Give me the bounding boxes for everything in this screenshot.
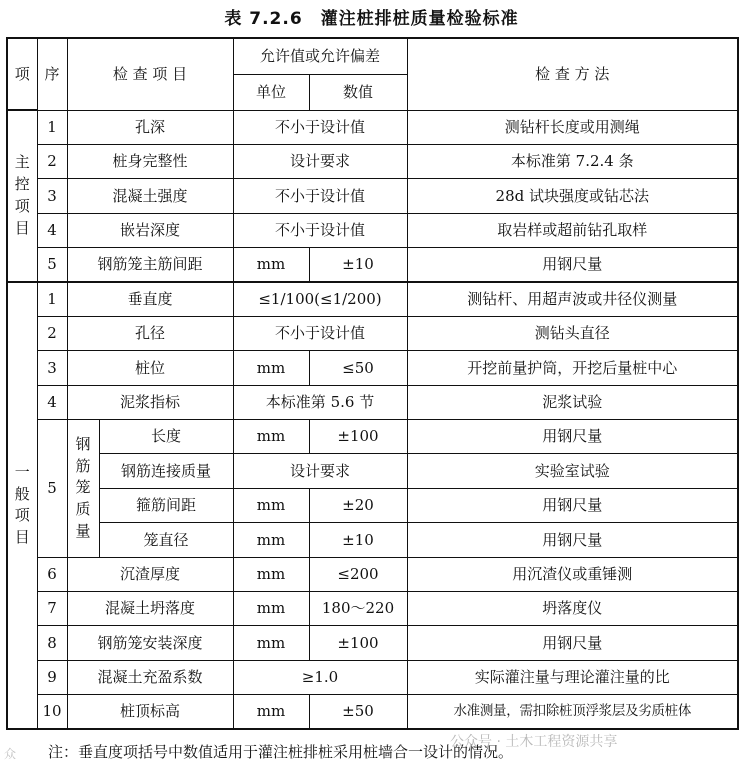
item-cell: 混凝土坍落度 bbox=[67, 591, 233, 625]
header-value: 数值 bbox=[309, 74, 407, 110]
group-label-general-text: 一般项目 bbox=[14, 462, 30, 547]
unit-cell: mm bbox=[233, 420, 309, 454]
item-cell: 泥浆指标 bbox=[67, 385, 233, 419]
table-row bbox=[7, 523, 738, 557]
table-row bbox=[7, 626, 738, 660]
watermark: 公众号 · 土木工程资源共享 bbox=[450, 734, 618, 750]
unit-cell: mm bbox=[233, 248, 309, 282]
table-row bbox=[7, 557, 738, 591]
method-cell: 测钻头直径 bbox=[407, 316, 738, 350]
header-seq: 序 bbox=[37, 38, 67, 110]
method-cell: 取岩样或超前钻孔取样 bbox=[407, 213, 738, 247]
table-row bbox=[7, 282, 738, 316]
unit-cell: mm bbox=[233, 488, 309, 522]
value-cell: ±100 bbox=[309, 420, 407, 454]
group-label-general bbox=[7, 282, 37, 729]
seq-cell: 5 bbox=[37, 248, 67, 282]
item-cell: 钢筋笼主筋间距 bbox=[67, 248, 233, 282]
table-row bbox=[7, 248, 738, 282]
unit-cell: mm bbox=[233, 523, 309, 557]
item-cell: 长度 bbox=[99, 420, 233, 454]
quality-inspection-table bbox=[6, 37, 739, 730]
group-label-main bbox=[7, 110, 37, 282]
item-cell: 桩顶标高 bbox=[67, 695, 233, 729]
item-cell: 混凝土强度 bbox=[67, 179, 233, 213]
method-cell: 用钢尺量 bbox=[407, 488, 738, 522]
table-row bbox=[7, 695, 738, 729]
method-cell: 用钢尺量 bbox=[407, 420, 738, 454]
seq-cell: 5 bbox=[37, 420, 67, 558]
method-cell: 水准测量，需扣除桩顶浮浆层及劣质桩体 bbox=[407, 695, 738, 729]
header-row-1 bbox=[7, 38, 738, 74]
seq-cell: 4 bbox=[37, 213, 67, 247]
table-row bbox=[7, 179, 738, 213]
table-row bbox=[7, 660, 738, 694]
seq-cell: 3 bbox=[37, 351, 67, 385]
method-cell: 测钻杆长度或用测绳 bbox=[407, 110, 738, 144]
table-row bbox=[7, 351, 738, 385]
table-row bbox=[7, 488, 738, 522]
seq-cell: 8 bbox=[37, 626, 67, 660]
method-cell: 坍落度仪 bbox=[407, 591, 738, 625]
footnote: 注：垂直度项括号中数值适用于灌注桩排桩采用桩墙合一设计的情况。 bbox=[48, 743, 514, 761]
tolerance-merged-cell: 不小于设计值 bbox=[233, 110, 407, 144]
value-cell: ±20 bbox=[309, 488, 407, 522]
header-method: 检 查 方 法 bbox=[407, 38, 738, 110]
value-cell: ±100 bbox=[309, 626, 407, 660]
table-row bbox=[7, 316, 738, 350]
value-cell: 180～220 bbox=[309, 591, 407, 625]
seq-cell: 4 bbox=[37, 385, 67, 419]
value-cell: ±50 bbox=[309, 695, 407, 729]
table-row bbox=[7, 591, 738, 625]
unit-cell: mm bbox=[233, 351, 309, 385]
method-cell: 28d 试块强度或钻芯法 bbox=[407, 179, 738, 213]
seq-cell: 7 bbox=[37, 591, 67, 625]
seq-cell: 10 bbox=[37, 695, 67, 729]
seq-cell: 6 bbox=[37, 557, 67, 591]
watermark-corner: 众 bbox=[4, 747, 17, 761]
tolerance-merged-cell: 不小于设计值 bbox=[233, 179, 407, 213]
seq-cell: 9 bbox=[37, 660, 67, 694]
cage-group-label bbox=[67, 420, 99, 558]
item-cell: 嵌岩深度 bbox=[67, 213, 233, 247]
seq-cell: 1 bbox=[37, 110, 67, 144]
cage-group-label-text: 钢筋笼质量 bbox=[75, 434, 91, 540]
method-cell: 实验室试验 bbox=[407, 454, 738, 488]
tolerance-merged-cell: ≥1.0 bbox=[233, 660, 407, 694]
item-cell: 孔深 bbox=[67, 110, 233, 144]
table-row bbox=[7, 454, 738, 488]
item-cell: 钢筋笼安装深度 bbox=[67, 626, 233, 660]
method-cell: 测钻杆、用超声波或井径仪测量 bbox=[407, 282, 738, 316]
method-cell: 用钢尺量 bbox=[407, 248, 738, 282]
item-cell: 钢筋连接质量 bbox=[99, 454, 233, 488]
seq-cell: 3 bbox=[37, 179, 67, 213]
item-cell: 箍筋间距 bbox=[99, 488, 233, 522]
value-cell: ≤50 bbox=[309, 351, 407, 385]
header-category: 项 bbox=[7, 38, 37, 110]
tolerance-merged-cell: ≤1/100(≤1/200) bbox=[233, 282, 407, 316]
item-cell: 沉渣厚度 bbox=[67, 557, 233, 591]
value-cell: ±10 bbox=[309, 523, 407, 557]
unit-cell: mm bbox=[233, 695, 309, 729]
method-cell: 用沉渣仪或重锤测 bbox=[407, 557, 738, 591]
table-row bbox=[7, 385, 738, 419]
item-cell: 垂直度 bbox=[67, 282, 233, 316]
method-cell: 实际灌注量与理论灌注量的比 bbox=[407, 660, 738, 694]
seq-cell: 1 bbox=[37, 282, 67, 316]
header-tolerance: 允许值或允许偏差 bbox=[233, 38, 407, 74]
group-label-main-text: 主控项目 bbox=[14, 153, 30, 237]
table-row bbox=[7, 420, 738, 454]
unit-cell: mm bbox=[233, 626, 309, 660]
seq-cell: 2 bbox=[37, 316, 67, 350]
tolerance-merged-cell: 设计要求 bbox=[233, 144, 407, 178]
item-cell: 桩位 bbox=[67, 351, 233, 385]
item-cell: 桩身完整性 bbox=[67, 144, 233, 178]
tolerance-merged-cell: 本标准第 5.6 节 bbox=[233, 385, 407, 419]
item-cell: 笼直径 bbox=[99, 523, 233, 557]
table-row bbox=[7, 144, 738, 178]
item-cell: 孔径 bbox=[67, 316, 233, 350]
tolerance-merged-cell: 不小于设计值 bbox=[233, 316, 407, 350]
table-title: 表 7.2.6 灌注桩排桩质量检验标准 bbox=[224, 9, 519, 29]
method-cell: 开挖前量护筒，开挖后量桩中心 bbox=[407, 351, 738, 385]
value-cell: ≤200 bbox=[309, 557, 407, 591]
value-cell: ±10 bbox=[309, 248, 407, 282]
header-item: 检 查 项 目 bbox=[67, 38, 233, 110]
unit-cell: mm bbox=[233, 557, 309, 591]
header-unit: 单位 bbox=[233, 74, 309, 110]
table-row bbox=[7, 110, 738, 144]
tolerance-merged-cell: 不小于设计值 bbox=[233, 213, 407, 247]
method-cell: 泥浆试验 bbox=[407, 385, 738, 419]
method-cell: 本标准第 7.2.4 条 bbox=[407, 144, 738, 178]
item-cell: 混凝土充盈系数 bbox=[67, 660, 233, 694]
unit-cell: mm bbox=[233, 591, 309, 625]
method-cell: 用钢尺量 bbox=[407, 523, 738, 557]
tolerance-merged-cell: 设计要求 bbox=[233, 454, 407, 488]
table-row bbox=[7, 213, 738, 247]
method-cell: 用钢尺量 bbox=[407, 626, 738, 660]
seq-cell: 2 bbox=[37, 144, 67, 178]
